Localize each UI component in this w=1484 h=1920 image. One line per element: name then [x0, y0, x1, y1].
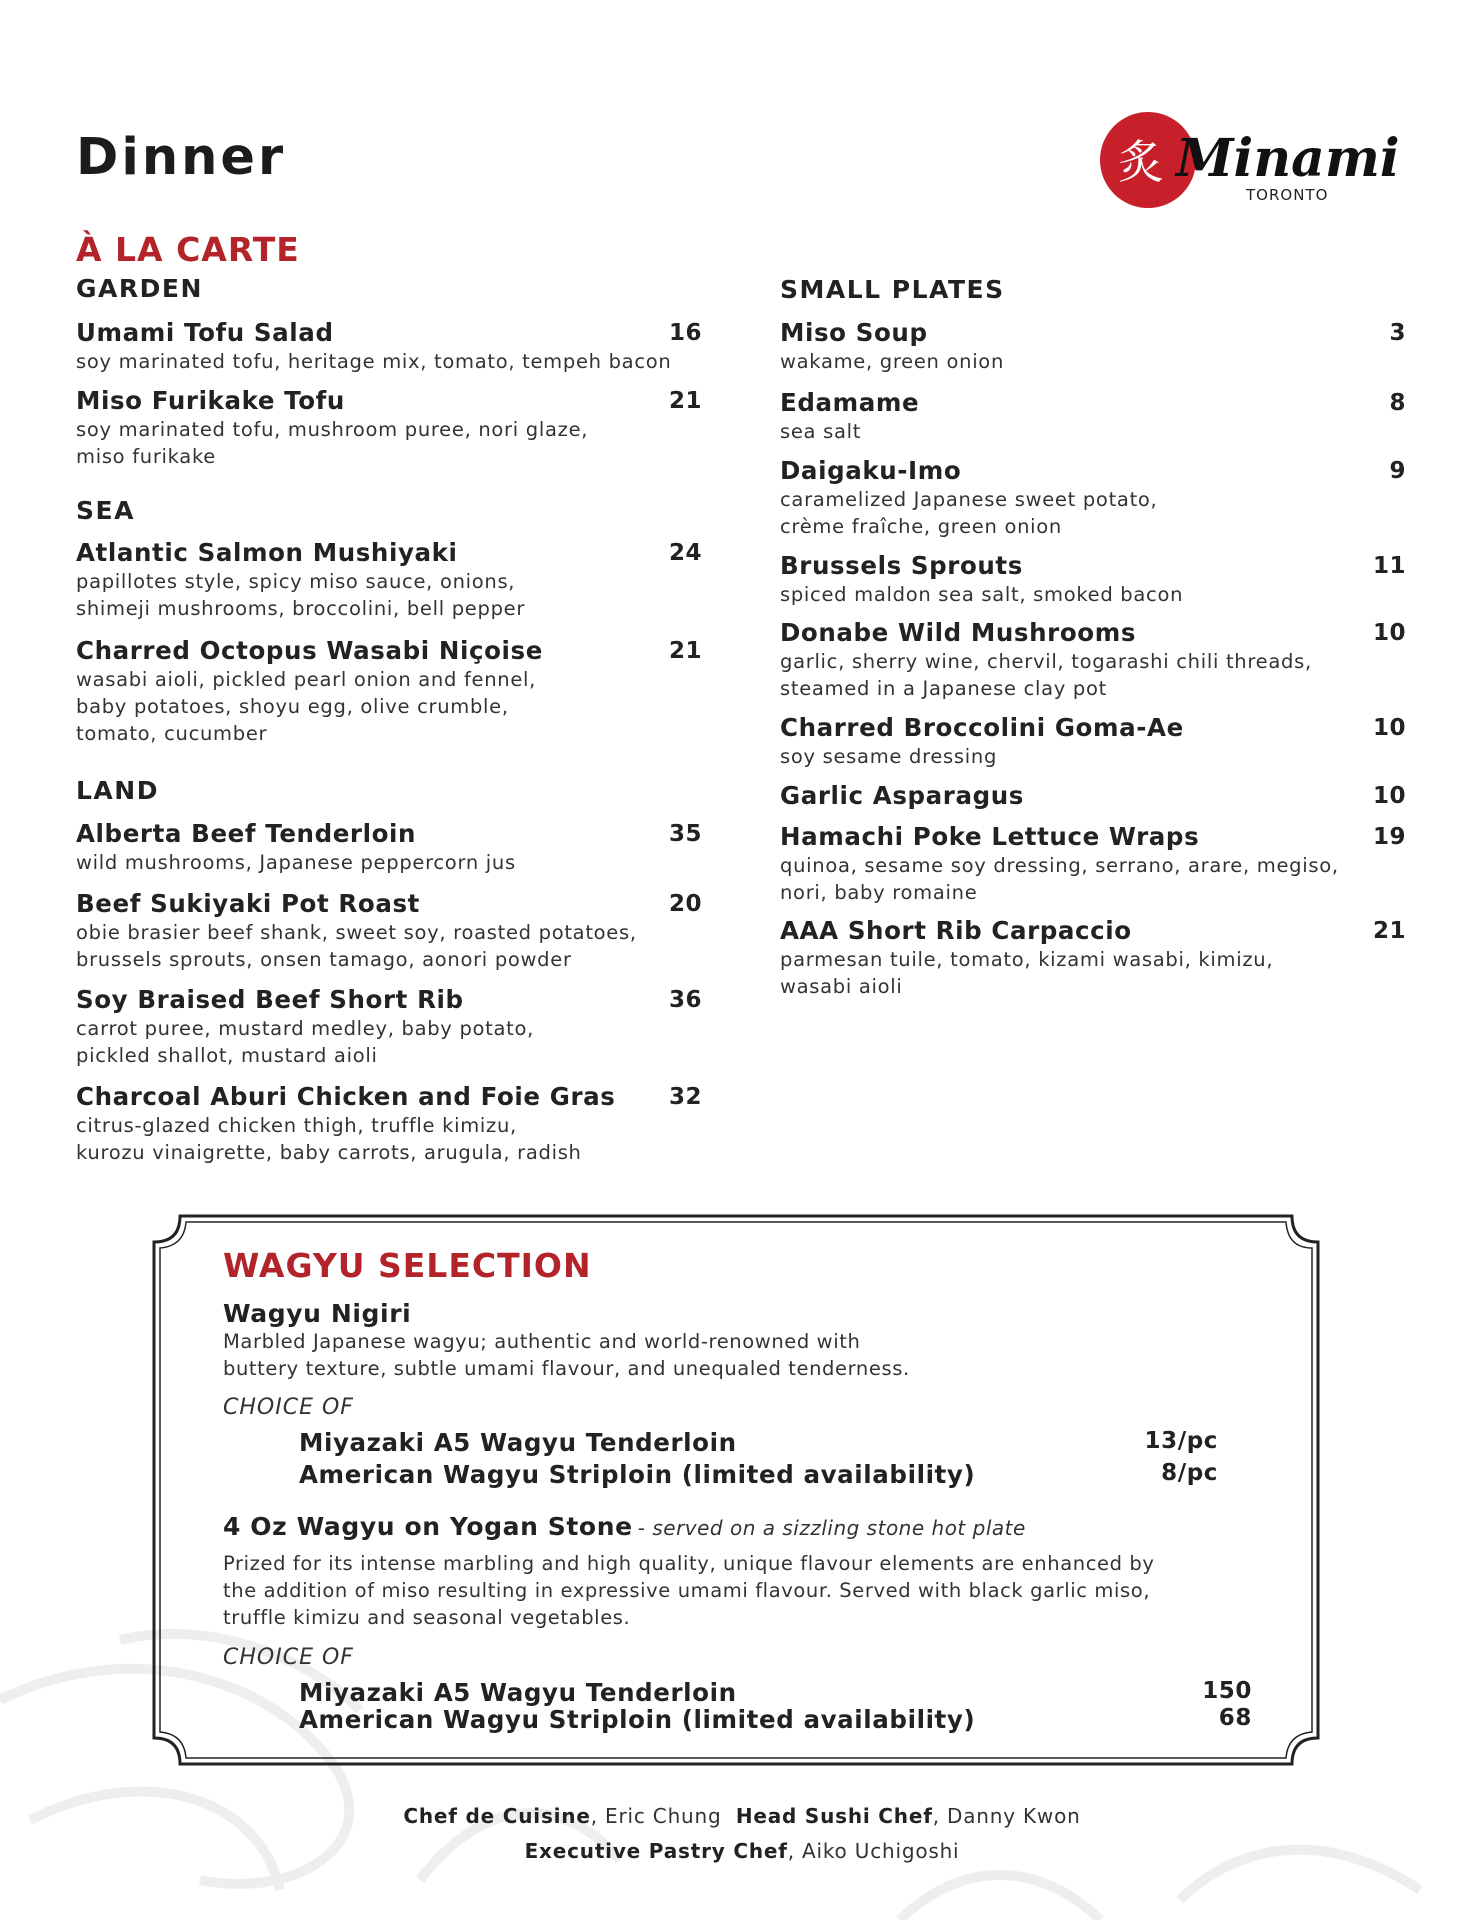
item-name: AAA Short Rib Carpaccio: [780, 916, 1132, 945]
item-price: 24: [668, 540, 702, 566]
sushi-chef-role: Head Sushi Chef: [735, 1804, 933, 1828]
item-name: Umami Tofu Salad: [76, 318, 334, 347]
menu-item: [76, 889, 637, 973]
item-desc: parmesan tuile, tomato, kizami wasabi, kimizu, wasabi aioli: [780, 948, 1274, 998]
item-price: 32: [668, 1084, 702, 1110]
menu-item: [780, 713, 1184, 770]
restaurant-logo: [1096, 108, 1400, 218]
item-desc: carrot puree, mustard medley, baby potato, pickled shallot, mustard aioli: [76, 1017, 535, 1067]
menu-item: [780, 618, 1312, 702]
item-name: Miso Furikake Tofu: [76, 386, 345, 415]
item-desc: garlic, sherry wine, chervil, togarashi chili threads, steamed in a Japanese clay pot: [780, 650, 1312, 700]
menu-item: [780, 551, 1183, 608]
wagyu-nigiri-name: Wagyu Nigiri: [223, 1299, 412, 1328]
wagyu-stone-desc: Prized for its intense marbling and high quality, unique flavour elements are enhanced by the addition of miso resulting in expressive umami flavour. Served with black garlic miso, truffle kimizu and seasonal vegetables.: [223, 1552, 1155, 1629]
wagyu-option: Miyazaki A5 Wagyu Tenderloin: [299, 1678, 737, 1707]
item-desc: sea salt: [780, 420, 862, 443]
garden-heading: GARDEN: [76, 274, 203, 303]
wagyu-nigiri-desc: Marbled Japanese wagyu; authentic and world-renowned with buttery texture, subtle umami flavour, and unequaled tenderness.: [223, 1330, 910, 1380]
item-price: 10: [1372, 620, 1406, 646]
wagyu-option-price: 150: [1202, 1678, 1252, 1704]
pastry-chef-name: , Aiko Uchigoshi: [787, 1839, 960, 1863]
menu-item: [76, 386, 588, 470]
item-price: 20: [668, 891, 702, 917]
chef-name: , Eric Chung: [590, 1804, 722, 1828]
item-desc: caramelized Japanese sweet potato, crème fraîche, green onion: [780, 488, 1158, 538]
item-price: 35: [668, 821, 702, 847]
item-name: Edamame: [780, 388, 920, 417]
a-la-carte-title: À LA CARTE: [76, 230, 300, 269]
menu-item: [76, 1082, 615, 1166]
small-plates-heading: SMALL PLATES: [780, 275, 1005, 304]
menu-item: [76, 985, 534, 1069]
logo-graphic: [1096, 108, 1400, 218]
menu-item: [76, 318, 671, 375]
item-price: 10: [1372, 783, 1406, 809]
menu-item: [780, 916, 1273, 1000]
pastry-chef-role: Executive Pastry Chef: [524, 1839, 788, 1863]
item-desc: quinoa, sesame soy dressing, serrano, arare, megiso, nori, baby romaine: [780, 854, 1339, 904]
wagyu-stone-name: 4 Oz Wagyu on Yogan Stone: [223, 1512, 633, 1541]
menu-item: [780, 456, 1157, 540]
wagyu-stone-header: [223, 1512, 1026, 1541]
item-price: 9: [1389, 458, 1406, 484]
choice-label: CHOICE OF: [223, 1395, 354, 1420]
item-price: 3: [1389, 320, 1406, 346]
item-name: Garlic Asparagus: [780, 781, 1024, 810]
item-price: 8: [1389, 390, 1406, 416]
item-desc: wakame, green onion: [780, 350, 1005, 373]
item-name: Beef Sukiyaki Pot Roast: [76, 889, 420, 918]
logo-city: TORONTO: [1246, 186, 1329, 204]
item-desc: citrus-glazed chicken thigh, truffle kimizu, kurozu vinaigrette, baby carrots, arugula, radish: [76, 1114, 582, 1164]
item-price: 21: [668, 388, 702, 414]
item-name: Soy Braised Beef Short Rib: [76, 985, 464, 1014]
item-price: 11: [1372, 553, 1406, 579]
wagyu-option: American Wagyu Striploin (limited availability): [299, 1460, 976, 1489]
item-name: Donabe Wild Mushrooms: [780, 618, 1137, 647]
menu-item: [780, 781, 1024, 811]
item-desc: obie brasier beef shank, sweet soy, roasted potatoes, brussels sprouts, onsen tamago, aonori powder: [76, 921, 637, 971]
menu-item: [780, 822, 1339, 906]
sea-heading: SEA: [76, 496, 135, 525]
item-price: 21: [668, 638, 702, 664]
menu-item: [780, 388, 919, 445]
item-desc: soy marinated tofu, mushroom puree, nori glaze, miso furikake: [76, 418, 589, 468]
wagyu-option: Miyazaki A5 Wagyu Tenderloin: [299, 1428, 737, 1457]
item-name: Alberta Beef Tenderloin: [76, 819, 417, 848]
item-desc: soy sesame dressing: [780, 745, 998, 768]
sushi-chef-name: , Danny Kwon: [932, 1804, 1081, 1828]
wagyu-stone-note: - served on a sizzling stone hot plate: [637, 1516, 1026, 1540]
item-name: Daigaku-Imo: [780, 456, 962, 485]
item-desc: spiced maldon sea salt, smoked bacon: [780, 583, 1184, 606]
item-price: 16: [668, 320, 702, 346]
item-desc: wild mushrooms, Japanese peppercorn jus: [76, 851, 516, 874]
item-name: Atlantic Salmon Mushiyaki: [76, 538, 458, 567]
wagyu-option-price: 13/pc: [1144, 1428, 1218, 1454]
item-price: 36: [668, 987, 702, 1013]
wagyu-option: American Wagyu Striploin (limited availability): [299, 1705, 976, 1734]
item-price: 21: [1372, 918, 1406, 944]
credits-line-2: [0, 1839, 1484, 1863]
item-price: 10: [1372, 715, 1406, 741]
menu-item: [780, 318, 1004, 375]
wagyu-option-price: 8/pc: [1161, 1460, 1218, 1486]
chef-role: Chef de Cuisine: [403, 1804, 591, 1828]
credits-line-1: [0, 1804, 1484, 1828]
logo-kanji: 炙: [1118, 135, 1164, 189]
wagyu-option-price: 68: [1218, 1705, 1252, 1731]
logo-wordmark: Minami: [1176, 128, 1400, 189]
item-name: Charcoal Aburi Chicken and Foie Gras: [76, 1082, 616, 1111]
choice-label: CHOICE OF: [223, 1645, 354, 1670]
menu-item: [76, 538, 525, 622]
item-name: Brussels Sprouts: [780, 551, 1023, 580]
menu-item: [76, 636, 543, 747]
item-name: Charred Broccolini Goma-Ae: [780, 713, 1184, 742]
page-title: Dinner: [76, 128, 287, 187]
item-desc: wasabi aioli, pickled pearl onion and fennel, baby potatoes, shoyu egg, olive crumble, tomato, cucumber: [76, 668, 537, 745]
wagyu-title: WAGYU SELECTION: [223, 1246, 592, 1285]
item-name: Hamachi Poke Lettuce Wraps: [780, 822, 1200, 851]
item-desc: papillotes style, spicy miso sauce, onions, shimeji mushrooms, broccolini, bell pepper: [76, 570, 526, 620]
item-desc: soy marinated tofu, heritage mix, tomato, tempeh bacon: [76, 350, 672, 373]
menu-item: [76, 819, 516, 876]
item-name: Charred Octopus Wasabi Niçoise: [76, 636, 543, 665]
item-name: Miso Soup: [780, 318, 928, 347]
item-price: 19: [1372, 824, 1406, 850]
land-heading: LAND: [76, 776, 159, 805]
